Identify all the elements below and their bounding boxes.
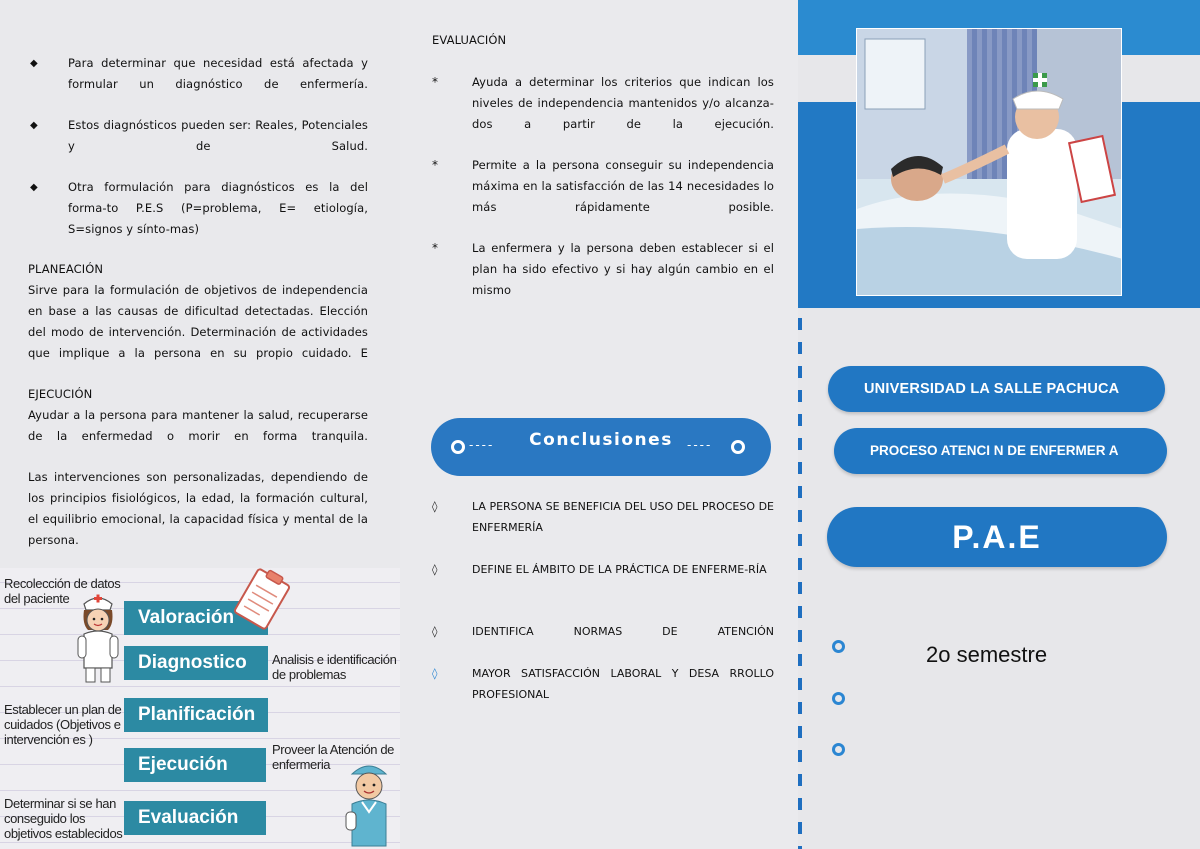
note-analisis: Analisis e identificación de problemas — [272, 652, 397, 682]
dash-icon: ---- — [687, 438, 713, 452]
university-banner: UNIVERSIDAD LA SALLE PACHUCA — [828, 366, 1165, 412]
semester-text: 2o semestre — [926, 642, 1048, 667]
conclusion-item: ◊ IDENTIFICA NORMAS DE ATENCIÓN — [432, 621, 774, 642]
circle-bullet-icon — [832, 743, 845, 756]
dashed-line — [798, 318, 802, 849]
asterisk-bullet-icon: * — [432, 75, 439, 89]
circle-bullet-icon — [832, 640, 845, 653]
planeacion-text: Sirve para la formulación de objetivos de independencia en base a las causas de dificultad detectadas. Elección del modo de intervención. Determinación de actividades que implique a la persona en su propio cuidado. E — [28, 283, 368, 360]
evaluacion-item: * Permite a la persona conseguir su independencia máxima en la satisfacción de las 14 necesidades lo más rápidamente posible. — [432, 155, 774, 218]
clipboard-icon — [226, 568, 298, 630]
conclusiones-banner — [431, 418, 771, 476]
ejecucion-text: Ayudar a la persona para mantener la salud, recuperarse de la enfermedad o morir en forma tranquila. — [28, 408, 368, 443]
note-plan: Establecer un plan de cuidados (Objetivos e intervención es ) — [4, 702, 122, 747]
conclusion-item: ◊ LA PERSONA SE BENEFICIA DEL USO DEL PROCESO DE ENFERMERÍA — [432, 496, 774, 538]
step-ejecucion: Ejecución — [124, 748, 266, 782]
planeacion-heading: PLANEACIÓN — [28, 262, 104, 276]
left-panel — [0, 0, 400, 849]
diamond-outline-icon: ◊ — [432, 625, 438, 638]
evaluacion-item: * La enfermera y la persona deben establecer si el plan ha sido efectivo y si hay algún cambio en el mismo — [432, 238, 774, 301]
process-infographic — [0, 568, 400, 849]
asterisk-bullet-icon: * — [432, 158, 439, 172]
process-title-banner: PROCESO ATENCI N DE ENFERMER A — [834, 428, 1167, 474]
circle-bullet-icon — [832, 692, 845, 705]
nurse-patient-photo — [856, 28, 1122, 296]
bullet-item: ◆ Estos diagnósticos pueden ser: Reales, Potenciales y de Salud. — [28, 115, 368, 157]
bullet-item: ◆ Para determinar que necesidad está afectada y formular un diagnóstico de enfermería. — [28, 53, 368, 95]
diamond-outline-icon: ◊ — [432, 667, 438, 680]
bullet-item: ◆ Otra formulación para diagnósticos es la del forma-to P.E.S (P=problema, E= etiología, S=signos y sínto-mas) — [28, 177, 368, 240]
note-proveer: Proveer la Atención de enfermeria — [272, 742, 395, 772]
step-diagnostico: Diagnostico — [124, 646, 268, 680]
note-recoleccion: Recolección de datos del paciente — [4, 576, 121, 606]
diamond-outline-icon: ◊ — [432, 563, 438, 576]
cover-panel — [798, 0, 1200, 849]
intervenciones-text: Las intervenciones son personalizadas, dependiendo de los principios fisiológicos, la edad, la formación cultural, el equilibrio emocional, la capacidad física y mental de la persona. — [28, 470, 368, 547]
diamond-bullet-icon: ◆ — [30, 120, 38, 131]
step-evaluacion: Evaluación — [124, 801, 266, 835]
ejecucion-heading: EJECUCIÓN — [28, 387, 93, 401]
conclusion-item: ◊ DEFINE EL ÁMBITO DE LA PRÁCTICA DE ENFERME-RÍA — [432, 559, 774, 580]
evaluacion-item: * Ayuda a determinar los criterios que indican los niveles de independencia mantenidos y/o alcanza-dos a partir de la ejecución. — [432, 72, 774, 135]
conclusiones-title: Conclusiones — [529, 430, 673, 450]
diamond-outline-icon: ◊ — [432, 500, 438, 513]
pae-title: P.A.E — [827, 507, 1167, 567]
evaluacion-heading: EVALUACIÓN — [432, 33, 507, 47]
nurse-icon — [74, 588, 122, 688]
conclusion-item: ◊ MAYOR SATISFACCIÓN LABORAL Y DESA RROLLO PROFESIONAL — [432, 663, 774, 705]
diamond-bullet-icon: ◆ — [30, 58, 38, 69]
male-nurse-icon — [344, 756, 394, 849]
step-planificacion: Planificación — [124, 698, 268, 732]
step-valoracion: Valoración — [124, 601, 268, 635]
dash-icon: ---- — [469, 438, 495, 452]
asterisk-bullet-icon: * — [432, 241, 439, 255]
note-determinar: Determinar si se han conseguido los objetivos establecidos — [4, 796, 123, 841]
diamond-bullet-icon: ◆ — [30, 182, 38, 193]
circle-icon — [731, 440, 745, 454]
